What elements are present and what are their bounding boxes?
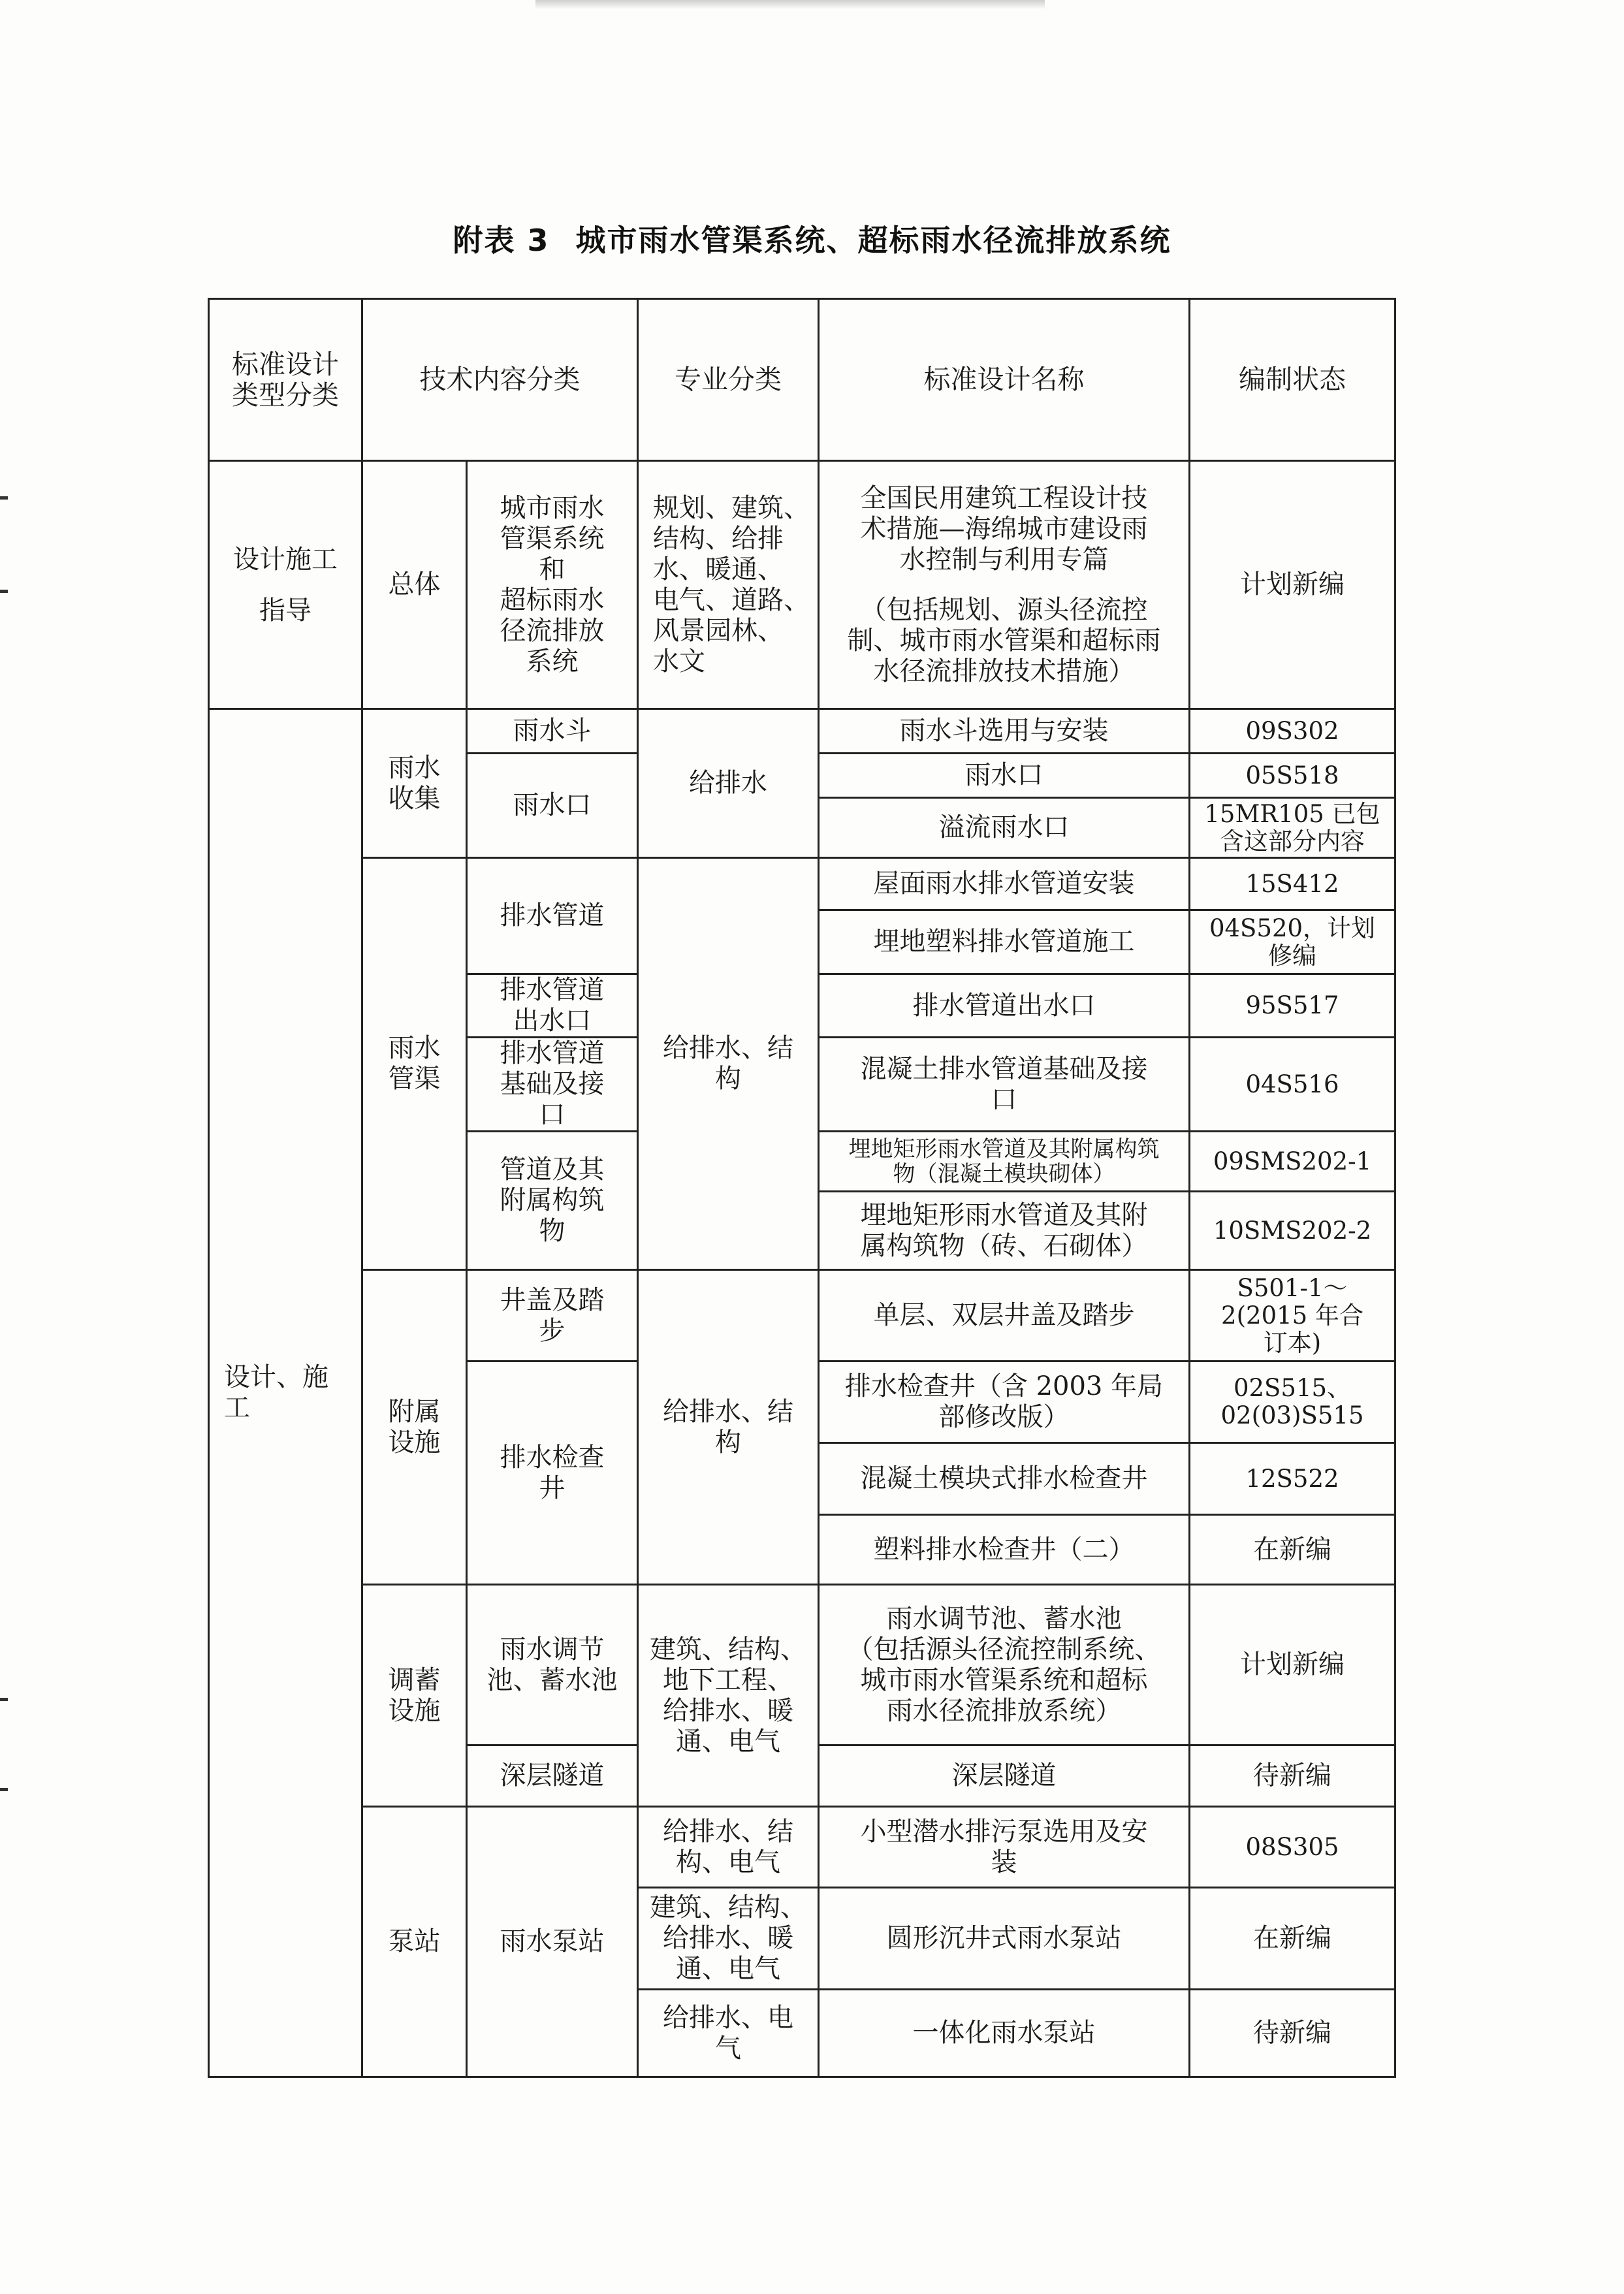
item-cell: 排水管道 出水口 [467, 974, 638, 1038]
specialty-cell: 给排水、电 气 [638, 1990, 819, 2077]
scan-mark [0, 1788, 8, 1791]
item-cell: 城市雨水 管渠系统 和 超标雨水 径流排放 系统 [467, 461, 638, 709]
item-cell: 雨水泵站 [467, 1807, 638, 2077]
specialty-cell: 建筑、结构、 地下工程、 给排水、暖 通、电气 [638, 1585, 819, 1807]
name-cell: 埋地矩形雨水管道及其附 属构筑物（砖、石砌体） [819, 1192, 1190, 1270]
header-specialty: 专业分类 [638, 299, 819, 461]
table-row [209, 858, 1395, 910]
group-cell: 雨水 管渠 [362, 858, 467, 1270]
group-cell: 总体 [362, 461, 467, 709]
status-cell: 02S515、 02(03)S515 [1190, 1362, 1395, 1443]
name-cell: 一体化雨水泵站 [819, 1990, 1190, 2077]
status-cell: 15MR105 已包 含这部分内容 [1190, 798, 1395, 858]
status-cell: 待新编 [1190, 1990, 1395, 2077]
item-cell: 排水管道 [467, 858, 638, 974]
name-cell: 深层隧道 [819, 1745, 1190, 1807]
scan-mark [0, 590, 8, 593]
name-cell [819, 461, 1190, 709]
status-cell: 在新编 [1190, 1515, 1395, 1585]
name-cell: 雨水口 [819, 754, 1190, 798]
item-cell: 排水检查 井 [467, 1362, 638, 1585]
name-cell: 圆形沉井式雨水泵站 [819, 1888, 1190, 1990]
status-cell: 待新编 [1190, 1745, 1395, 1807]
header-name: 标准设计名称 [819, 299, 1190, 461]
group-cell: 附属 设施 [362, 1270, 467, 1585]
status-cell: 计划新编 [1190, 1585, 1395, 1745]
status-cell: 12S522 [1190, 1443, 1395, 1515]
name-cell: 埋地矩形雨水管道及其附属构筑 物（混凝土模块砌体） [819, 1132, 1190, 1192]
header-tech: 技术内容分类 [362, 299, 638, 461]
item-cell: 雨水口 [467, 754, 638, 858]
item-cell: 排水管道 基础及接 口 [467, 1038, 638, 1132]
specialty-cell: 给排水 [638, 709, 819, 858]
guide-name-main: 全国民用建筑工程设计技 术措施—海绵城市建设雨 水控制与利用专篇 [860, 483, 1148, 575]
name-cell: 小型潜水排污泵选用及安 装 [819, 1807, 1190, 1888]
category-cell: 设计施工 指导 [209, 461, 362, 709]
specialty-cell: 建筑、结构、 给排水、暖 通、电气 [638, 1888, 819, 1990]
status-cell: 15S412 [1190, 858, 1395, 910]
group-cell: 调蓄 设施 [362, 1585, 467, 1807]
name-cell: 排水检查井（含 2003 年局 部修改版） [819, 1362, 1190, 1443]
table-row [209, 1270, 1395, 1362]
header-status: 编制状态 [1190, 299, 1395, 461]
name-cell: 混凝土模块式排水检查井 [819, 1443, 1190, 1515]
specialty-cell: 给排水、结 构 [638, 858, 819, 1270]
status-cell: 在新编 [1190, 1888, 1395, 1990]
table-row [209, 461, 1395, 709]
status-cell: 04S516 [1190, 1038, 1395, 1132]
specialty-cell: 给排水、结 构 [638, 1270, 819, 1585]
table-row [209, 1585, 1395, 1745]
status-cell: 08S305 [1190, 1807, 1395, 1888]
item-cell: 雨水斗 [467, 709, 638, 754]
item-cell: 深层隧道 [467, 1745, 638, 1807]
name-cell: 溢流雨水口 [819, 798, 1190, 858]
title-number: 附表 3 [453, 223, 550, 258]
guide-name-note: （包括规划、源头径流控 制、城市雨水管渠和超标雨 水径流排放技术措施） [847, 594, 1161, 686]
status-cell: 10SMS202-2 [1190, 1192, 1395, 1270]
item-cell: 管道及其 附属构筑 物 [467, 1132, 638, 1270]
status-cell: 09S302 [1190, 709, 1395, 754]
title-text: 城市雨水管渠系统、超标雨水径流排放系统 [575, 223, 1171, 258]
status-cell: S501-1～ 2(2015 年合 订本) [1190, 1270, 1395, 1362]
name-cell: 塑料排水检查井（二） [819, 1515, 1190, 1585]
group-cell: 泵站 [362, 1807, 467, 2077]
category-cell: 设计、施 工 [209, 709, 362, 2077]
name-cell: 屋面雨水排水管道安装 [819, 858, 1190, 910]
scan-mark [0, 496, 8, 500]
specialty-cell: 给排水、结 构、电气 [638, 1807, 819, 1888]
scan-edge-shadow [535, 0, 1045, 9]
name-cell: 排水管道出水口 [819, 974, 1190, 1038]
table-row [209, 709, 1395, 754]
name-cell: 单层、双层井盖及踏步 [819, 1270, 1190, 1362]
table-row [209, 1807, 1395, 1888]
standards-table [208, 298, 1396, 2078]
header-row [209, 299, 1395, 461]
name-cell: 混凝土排水管道基础及接 口 [819, 1038, 1190, 1132]
status-cell: 09SMS202-1 [1190, 1132, 1395, 1192]
name-cell: 雨水斗选用与安装 [819, 709, 1190, 754]
status-cell: 04S520，计划 修编 [1190, 910, 1395, 974]
item-cell: 井盖及踏 步 [467, 1270, 638, 1362]
header-category: 标准设计 类型分类 [209, 299, 362, 461]
page-title [0, 217, 1624, 260]
status-cell: 05S518 [1190, 754, 1395, 798]
specialty-cell: 规划、建筑、 结构、给排 水、暖通、 电气、道路、 风景园林、 水文 [638, 461, 819, 709]
status-cell: 95S517 [1190, 974, 1395, 1038]
status-cell: 计划新编 [1190, 461, 1395, 709]
group-cell: 雨水 收集 [362, 709, 467, 858]
name-cell: 埋地塑料排水管道施工 [819, 910, 1190, 974]
name-cell: 雨水调节池、蓄水池 （包括源头径流控制系统、 城市雨水管渠系统和超标 雨水径流排放系统） [819, 1585, 1190, 1745]
item-cell: 雨水调节 池、蓄水池 [467, 1585, 638, 1745]
scan-mark [0, 1698, 8, 1701]
